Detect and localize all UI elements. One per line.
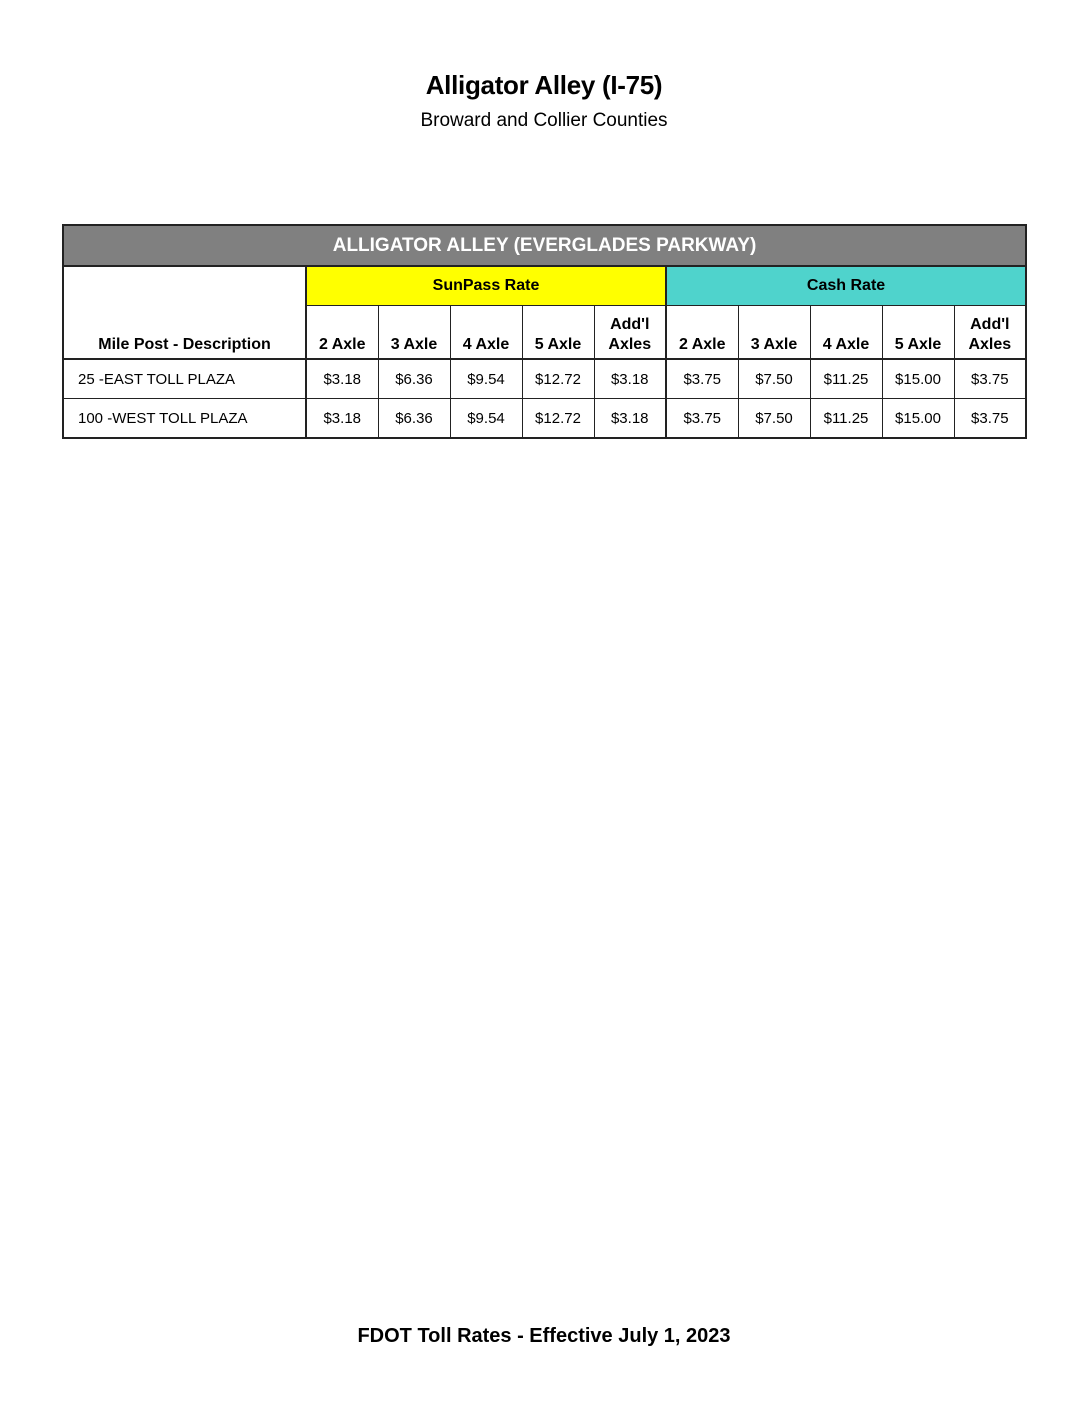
cash-rate-cell: $15.00 bbox=[882, 399, 954, 439]
cash-rate-cell: $3.75 bbox=[954, 359, 1026, 399]
sunpass-rate-cell: $3.18 bbox=[594, 359, 666, 399]
sunpass-rate-cell: $12.72 bbox=[522, 399, 594, 439]
table-banner: ALLIGATOR ALLEY (EVERGLADES PARKWAY) bbox=[63, 225, 1026, 266]
cash-rate-cell: $3.75 bbox=[666, 399, 738, 439]
cash-4-axle-header: 4 Axle bbox=[810, 306, 882, 360]
document-title: Alligator Alley (I-75) bbox=[425, 70, 663, 100]
cash-rate-cell: $3.75 bbox=[954, 399, 1026, 439]
toll-rate-table bbox=[62, 224, 1027, 439]
sunpass-rate-cell: $12.72 bbox=[522, 359, 594, 399]
sunpass-2-axle-header: 2 Axle bbox=[306, 306, 378, 360]
cash-2-axle-header: 2 Axle bbox=[666, 306, 738, 360]
cash-rate-cell: $15.00 bbox=[882, 359, 954, 399]
sunpass-rate-cell: $3.18 bbox=[306, 399, 378, 439]
sunpass-rate-cell: $3.18 bbox=[594, 399, 666, 439]
document-subtitle: Broward and Collier Counties bbox=[420, 110, 668, 131]
sunpass-rate-cell: $6.36 bbox=[378, 399, 450, 439]
cash-rate-header: Cash Rate bbox=[666, 266, 1026, 306]
sunpass-3-axle-header: 3 Axle bbox=[378, 306, 450, 360]
document-footer: FDOT Toll Rates - Effective July 1, 2023 bbox=[357, 1325, 731, 1347]
sunpass-5-axle-header: 5 Axle bbox=[522, 306, 594, 360]
cash-5-axle-header: 5 Axle bbox=[882, 306, 954, 360]
sunpass-rate-cell: $9.54 bbox=[450, 399, 522, 439]
sunpass-rate-cell: $3.18 bbox=[306, 359, 378, 399]
cash-addl-axles-header: Add'l Axles bbox=[954, 306, 1026, 360]
sunpass-rate-cell: $6.36 bbox=[378, 359, 450, 399]
cash-rate-cell: $7.50 bbox=[738, 359, 810, 399]
sunpass-rate-header: SunPass Rate bbox=[306, 266, 666, 306]
cash-3-axle-header: 3 Axle bbox=[738, 306, 810, 360]
sunpass-addl-axles-header: Add'l Axles bbox=[594, 306, 666, 360]
table-row bbox=[63, 399, 1026, 439]
cash-rate-cell: $11.25 bbox=[810, 359, 882, 399]
sunpass-rate-cell: $9.54 bbox=[450, 359, 522, 399]
cash-rate-cell: $3.75 bbox=[666, 359, 738, 399]
table-row bbox=[63, 359, 1026, 399]
sunpass-4-axle-header: 4 Axle bbox=[450, 306, 522, 360]
cash-rate-cell: $11.25 bbox=[810, 399, 882, 439]
description-column-header: Mile Post - Description bbox=[63, 266, 306, 359]
cash-rate-cell: $7.50 bbox=[738, 399, 810, 439]
row-description: 100 -WEST TOLL PLAZA bbox=[63, 399, 306, 439]
row-description: 25 -EAST TOLL PLAZA bbox=[63, 359, 306, 399]
